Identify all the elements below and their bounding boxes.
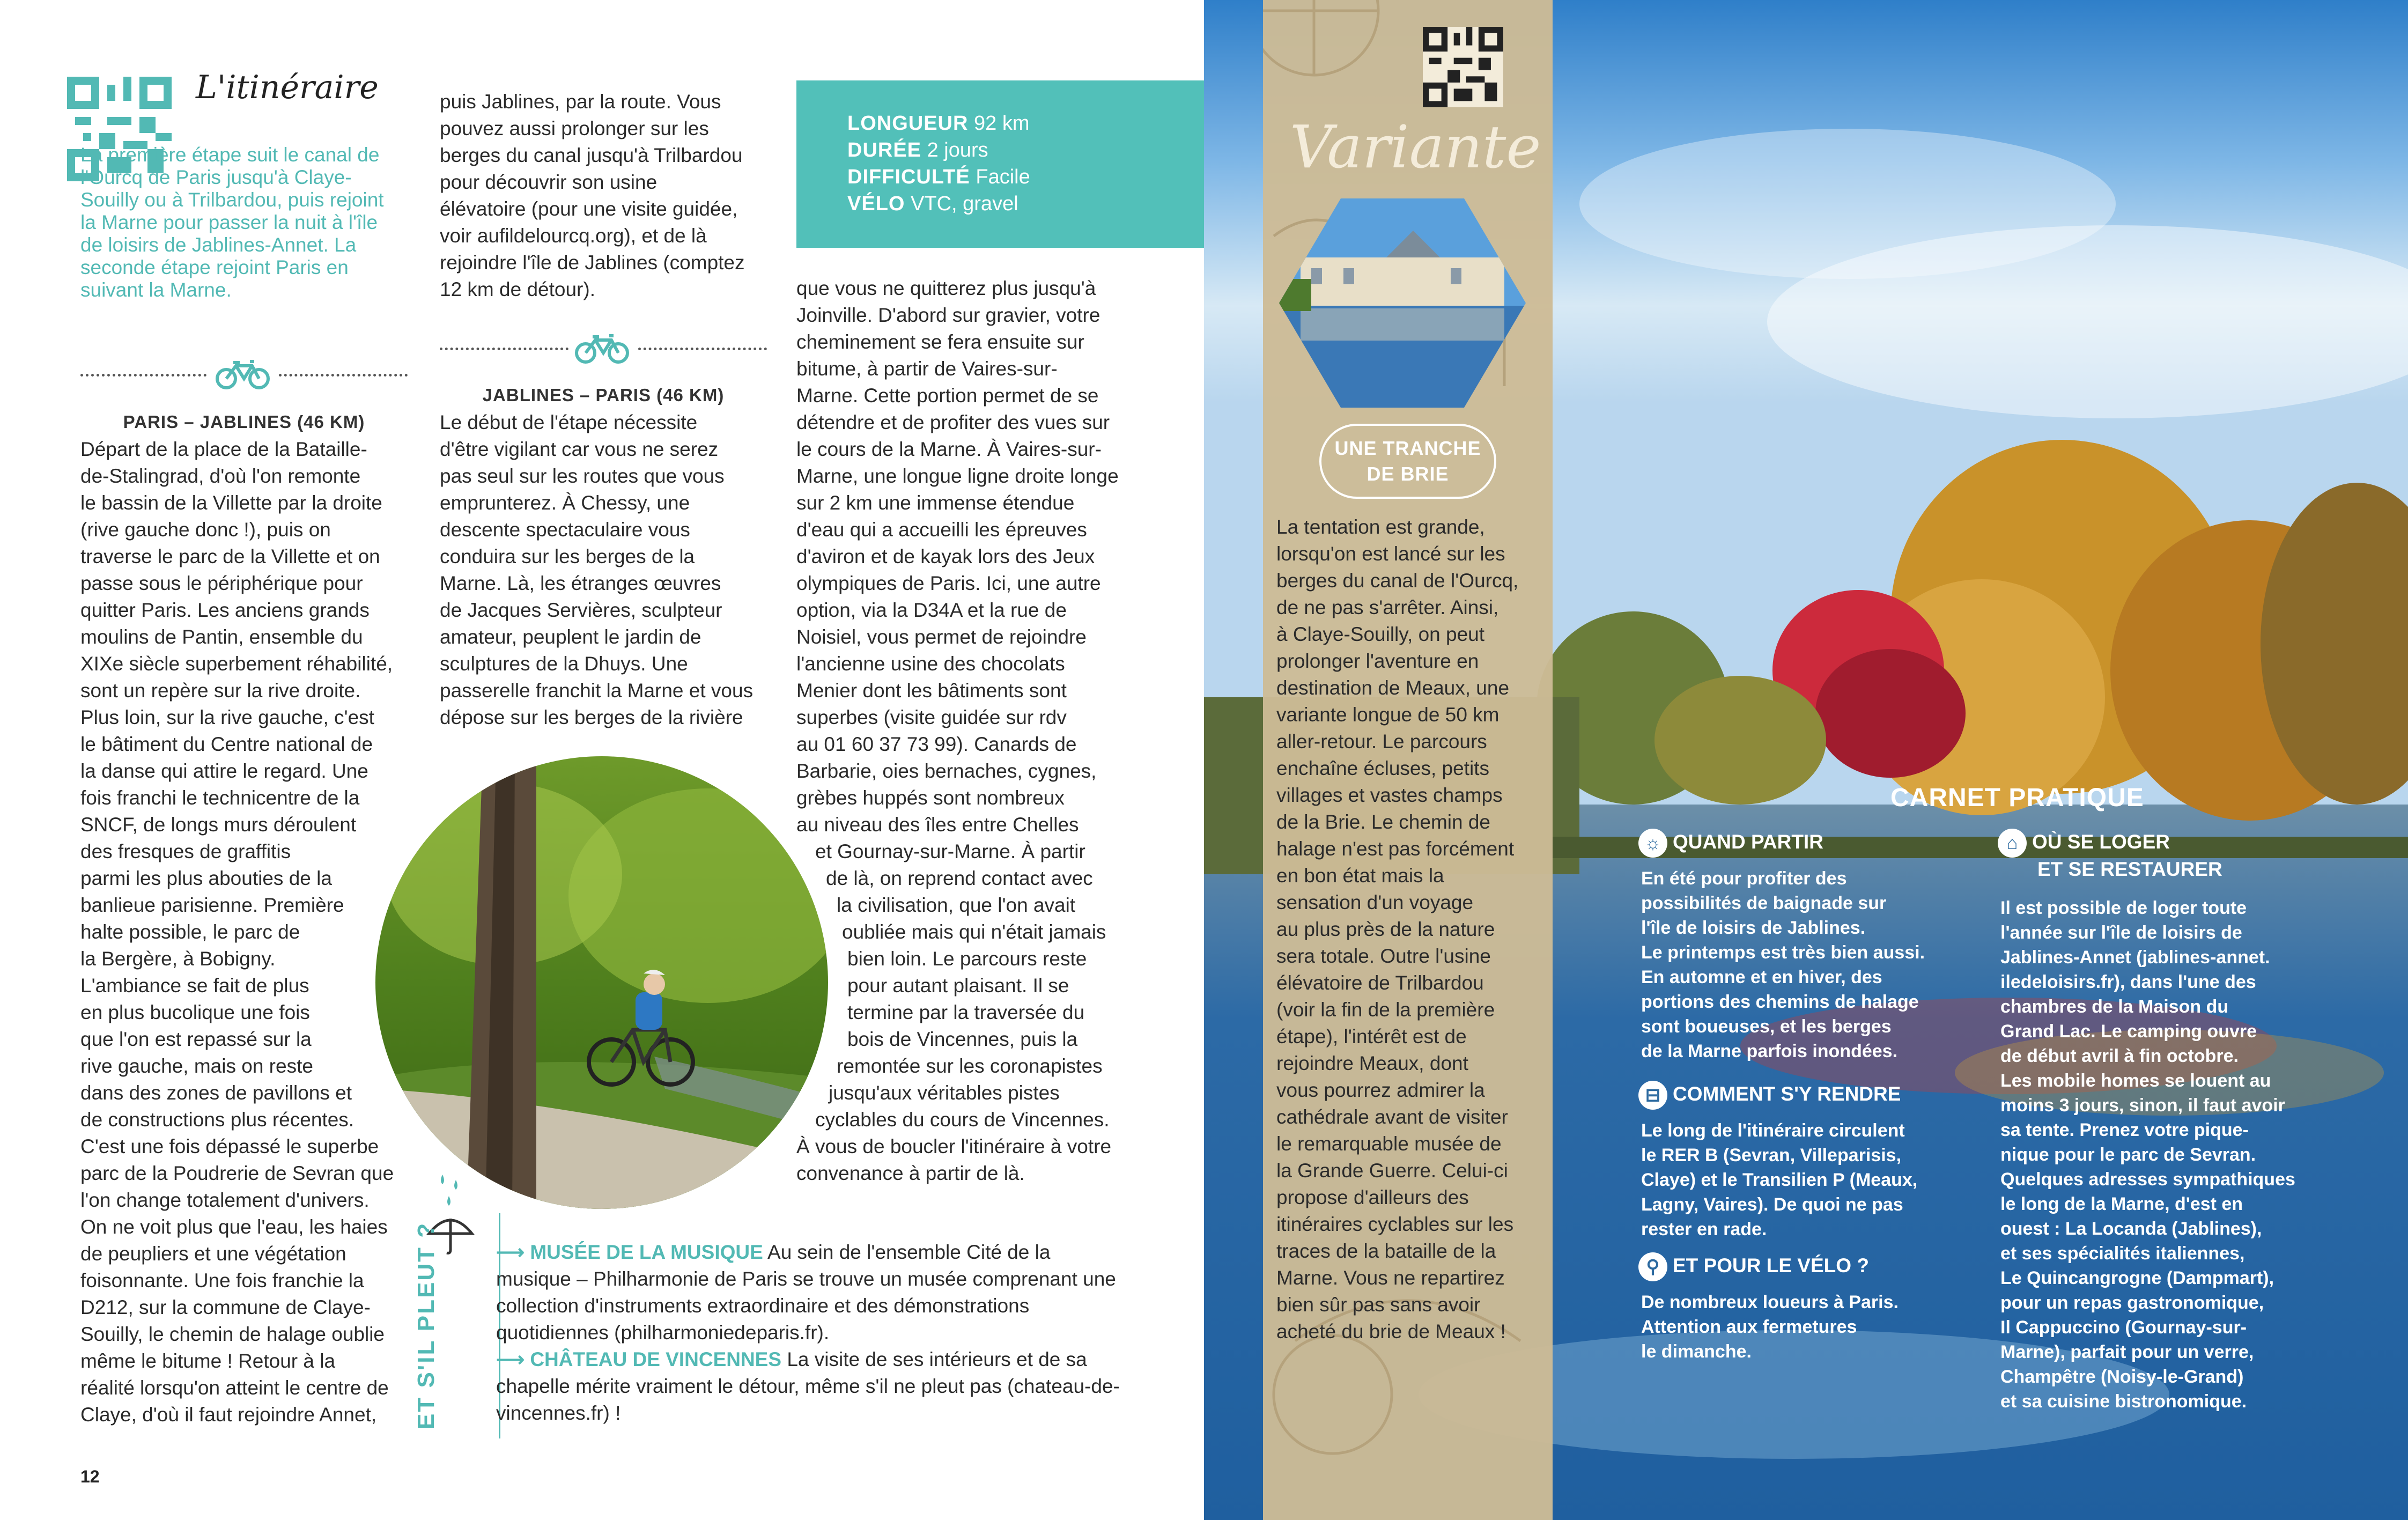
bike-heading [1638, 1252, 1869, 1281]
text-line: traces de la bataille de la [1276, 1240, 1496, 1262]
text-line: propose d'ailleurs des [1276, 1186, 1469, 1208]
text-line: oubliée mais qui n'était jamais [842, 921, 1106, 943]
text-line: 12 km de détour). [440, 278, 595, 300]
column-3-text [796, 275, 1140, 1187]
sun-icon: ☼ [1638, 829, 1667, 858]
bicycle-icon [574, 333, 630, 365]
text-line: d'être vigilant car vous ne serez [440, 438, 719, 460]
text-line: parmi les plus abouties de la [80, 867, 332, 889]
how-title: COMMENT S'Y RENDRE [1673, 1082, 1901, 1105]
text-line: le dimanche. [1641, 1341, 1752, 1362]
text-line: le remarquable musée de [1276, 1133, 1502, 1155]
text-line: Souilly, le chemin de halage oublie [80, 1323, 385, 1345]
text-line: de là, on reprend contact avec [826, 867, 1093, 889]
text-line: voir aufildelourcq.org), et de là [440, 225, 707, 247]
text-line: puis Jablines, par la route. Vous [440, 91, 721, 113]
text-line: la danse qui attire le regard. Une [80, 760, 368, 782]
text-line: d'aviron et de kayak lors des Jeux [796, 545, 1095, 567]
text-line: Il Cappuccino (Gournay-sur- [2000, 1317, 2247, 1338]
brie-badge: UNE TRANCHE DE BRIE [1319, 424, 1496, 499]
length-value: 92 km [974, 112, 1030, 135]
rain-activities [496, 1239, 1129, 1427]
text-line: Il est possible de loger toute [2000, 898, 2247, 918]
text-line: le bassin de la Villette par la droite [80, 492, 382, 514]
text-line: l'île de loisirs de Jablines. [1641, 918, 1866, 938]
when-title: QUAND PARTIR [1673, 830, 1823, 853]
text-line: superbes (visite guidée sur rdv [796, 706, 1067, 728]
text-line: aller-retour. Le parcours [1276, 731, 1487, 752]
text-line: que vous ne quitterez plus jusqu'à [796, 277, 1096, 299]
divider [440, 348, 568, 350]
stay-title-1: OÙ SE LOGER [2032, 830, 2170, 853]
text-line: Claye) et le Transilien P (Meaux, [1641, 1170, 1918, 1190]
text-line: Jablines-Annet (jablines-annet. [2000, 947, 2270, 968]
text-line: SNCF, de longs murs déroulent [80, 814, 357, 836]
text-line: de la Marne parfois inondées. [1641, 1041, 1898, 1061]
text-line: L'ambiance se fait de plus [80, 975, 309, 997]
text-line: cheminement se fera ensuite sur [796, 331, 1084, 353]
duration-value: 2 jours [927, 139, 988, 161]
text-line: de peupliers et une végétation [80, 1243, 346, 1265]
text-line: détendre et de profiter des vues sur [796, 411, 1110, 433]
text-line: Les mobile homes se louent au [2000, 1071, 2271, 1091]
text-line: cyclables du cours de Vincennes. [815, 1109, 1110, 1131]
text-line: emprunterez. À Chessy, une [440, 492, 690, 514]
text-line: Grand Lac. Le camping ouvre [2000, 1021, 2257, 1042]
text-line: Marne. Là, les étranges œuvres [440, 572, 721, 594]
text-line: dépose sur les berges de la rivière [440, 706, 743, 728]
text-line: l'ancienne usine des chocolats [796, 653, 1065, 675]
difficulty-label: DIFFICULTÉ [847, 166, 970, 188]
text-line: descente spectaculaire vous [440, 519, 690, 541]
text-line: bitume, à partir de Vaires-sur- [796, 358, 1058, 380]
text-line: sont boueuses, et les berges [1641, 1016, 1892, 1037]
stay-text [2000, 896, 2344, 1414]
house-icon: ⌂ [1998, 829, 2027, 858]
text-line: enchaîne écluses, petits [1276, 757, 1489, 779]
qr-code-icon [1423, 27, 1503, 107]
arrow-icon: ⟶ [496, 1241, 530, 1263]
text-line: élévatoire de Trilbardou [1276, 972, 1484, 994]
text-line: prolonger l'aventure en [1276, 650, 1479, 672]
text-line: Barbarie, oies bernaches, cygnes, [796, 760, 1097, 782]
text-line: sculptures de la Dhuys. Une [440, 653, 688, 675]
text-line: remontée sur les coronapistes [837, 1055, 1103, 1077]
arrow-icon: ⟶ [496, 1348, 530, 1370]
stay-heading [1998, 829, 2222, 881]
text-line: lorsqu'on est lancé sur les [1276, 543, 1505, 565]
rain2-text: La visite de ses intérieurs et de sa chapelle mérite vraiment le détour, même s'il ne pleut pas (chateau-de-vincennes.fr) ! [496, 1348, 1120, 1424]
text-line: étape), l'intérêt est de [1276, 1025, 1467, 1047]
text-line: pas seul sur les routes que vous [440, 465, 725, 487]
text-line: portions des chemins de halage [1641, 992, 1919, 1012]
text-line: chambres de la Maison du [2000, 997, 2229, 1017]
bike-title: ET POUR LE VÉLO ? [1673, 1254, 1869, 1276]
divider [80, 374, 206, 377]
text-line: amateur, peuplent le jardin de [440, 626, 701, 648]
when-text [1641, 866, 1974, 1064]
text-line: bois de Vincennes, puis la [847, 1028, 1078, 1050]
text-line: passe sous le périphérique pour [80, 572, 363, 594]
bicycle-icon: ⚲ [1638, 1252, 1667, 1281]
text-line: olympiques de Paris. Ici, une autre [796, 572, 1101, 594]
variant-title: Variante [1290, 113, 1541, 181]
text-line: de-Stalingrad, d'où l'on remonte [80, 465, 361, 487]
text-line: rive gauche, mais on reste [80, 1055, 313, 1077]
text-line: la Bergère, à Bobigny. [80, 948, 276, 970]
text-line: rejoindre Meaux, dont [1276, 1052, 1468, 1074]
text-line: Marne, une longue ligne droite longe [796, 465, 1119, 487]
column-1-text [80, 436, 413, 1428]
text-line: le long de la Marne, d'est en [2000, 1194, 2243, 1214]
text-line: et sa cuisine bistronomique. [2000, 1391, 2247, 1412]
text-line: de ne pas s'arrêter. Ainsi, [1276, 596, 1499, 618]
text-line: On ne voit plus que l'eau, les haies [80, 1216, 388, 1238]
text-line: La tentation est grande, [1276, 516, 1485, 538]
text-line: Champêtre (Noisy-le-Grand) [2000, 1367, 2244, 1387]
text-line: même le bitume ! Retour à la [80, 1350, 336, 1372]
length-label: LONGUEUR [847, 112, 969, 135]
text-line: berges du canal de l'Ourcq, [1276, 570, 1519, 592]
text-line: C'est une fois dépassé le superbe [80, 1135, 379, 1157]
page-number: 12 [80, 1467, 100, 1486]
text-line: banlieue parisienne. Première [80, 894, 344, 916]
text-line: sur 2 km une immense étendue [796, 492, 1075, 514]
text-line: Noisiel, vous permet de rejoindre [796, 626, 1087, 648]
bicycle-icon [215, 358, 271, 390]
text-line: élévatoire (pour une visite guidée, [440, 198, 738, 220]
bike-type-label: VÉLO [847, 193, 905, 215]
text-line: pour un repas gastronomique, [2000, 1293, 2264, 1313]
text-line: dans des zones de pavillons et [80, 1082, 352, 1104]
when-heading [1638, 829, 1823, 858]
text-line: ouest : La Locanda (Jablines), [2000, 1219, 2262, 1239]
text-line: option, via la D34A et la rue de [796, 599, 1067, 621]
text-line: De nombreux loueurs à Paris. [1641, 1292, 1899, 1312]
text-line: à Claye-Souilly, on peut [1276, 623, 1485, 645]
text-line: de la Brie. Le chemin de [1276, 811, 1491, 833]
text-line: le RER B (Sevran, Villeparisis, [1641, 1145, 1902, 1165]
text-line: bien loin. Le parcours reste [847, 948, 1087, 970]
text-line: jusqu'aux véritables pistes [829, 1082, 1060, 1104]
text-line: rester en rade. [1641, 1219, 1767, 1239]
text-line: la Grande Guerre. Celui-ci [1276, 1160, 1508, 1182]
how-text [1641, 1118, 1974, 1242]
meaux-riverside-photo [1279, 198, 1526, 408]
text-line: en plus bucolique une fois [80, 1001, 310, 1023]
text-line: pour autant plaisant. Il se [847, 975, 1069, 997]
text-line: Lagny, Vaires). De quoi ne pas [1641, 1194, 1903, 1215]
text-line: acheté du brie de Meaux ! [1276, 1320, 1506, 1342]
text-line: itinéraires cyclables sur les [1276, 1213, 1514, 1235]
text-line: Plus loin, sur la rive gauche, c'est [80, 706, 374, 728]
text-line: au plus près de la nature [1276, 918, 1495, 940]
text-line: vous pourrez admirer la [1276, 1079, 1485, 1101]
text-line: le cours de la Marne. À Vaires-sur- [796, 438, 1102, 460]
text-line: foisonnante. Une fois franchie la [80, 1270, 364, 1292]
text-line: halage n'est pas forcément [1276, 838, 1515, 860]
text-line: À vous de boucler l'itinéraire à votre [796, 1135, 1112, 1157]
text-line: villages et vastes champs [1276, 784, 1503, 806]
text-line: (rive gauche donc !), puis on [80, 519, 331, 541]
text-line: au 01 60 37 73 99). Canards de [796, 733, 1077, 755]
text-line: grèbes huppés sont nombreux [796, 787, 1065, 809]
rain1-title: MUSÉE DE LA MUSIQUE [530, 1241, 763, 1263]
section-title-paris-jablines: PARIS – JABLINES (46 KM) [123, 412, 365, 432]
text-line: variante longue de 50 km [1276, 704, 1500, 726]
text-line: sera totale. Outre l'usine [1276, 945, 1491, 967]
itinerary-intro: La première étape suit le canal de l'Ourcq de Paris jusqu'à Claye-Souilly ou à Trilbardou, puis rejoint la Marne pour passer la nuit à l'île de loisirs de Jablines-Annet. La seconde étape rejoint Paris en suivant la Marne. [80, 144, 384, 301]
text-line: l'on change totalement d'univers. [80, 1189, 370, 1211]
text-line: Menier dont les bâtiments sont [796, 680, 1067, 702]
divider [638, 348, 767, 350]
duration-label: DURÉE [847, 139, 922, 161]
text-line: bien sûr pas sans avoir [1276, 1294, 1481, 1316]
text-line: convenance à partir de là. [796, 1162, 1025, 1184]
rain1-text: Au sein de l'ensemble Cité de la musique – Philharmonie de Paris se trouve un musée comprenant une collection d'instruments extraordinaire et des démonstrations quotidiennes (philharmoniedeparis.fr). [496, 1241, 1116, 1344]
text-line: Claye, d'où il faut rejoindre Annet, [80, 1404, 377, 1426]
text-line: Le Quincangrogne (Dampmart), [2000, 1268, 2274, 1288]
text-line: Attention aux fermetures [1641, 1317, 1857, 1337]
text-line: la civilisation, que l'on avait [837, 894, 1076, 916]
itinerary-title: L'itinéraire [196, 69, 379, 106]
text-line: sa tente. Prenez votre pique- [2000, 1120, 2249, 1140]
column-2-text [440, 409, 772, 731]
text-line: (voir la fin de la première [1276, 999, 1495, 1021]
text-line: parc de la Poudrerie de Sevran que [80, 1162, 394, 1184]
text-line: moulins de Pantin, ensemble du [80, 626, 363, 648]
train-icon: ⊟ [1638, 1081, 1667, 1110]
text-line: destination de Meaux, une [1276, 677, 1510, 699]
rain2-title: CHÂTEAU DE VINCENNES [530, 1348, 782, 1370]
section-title-jablines-paris: JABLINES – PARIS (46 KM) [482, 385, 725, 405]
text-line: de Jacques Servières, sculpteur [440, 599, 722, 621]
text-line: en bon état mais la [1276, 865, 1444, 887]
text-line: Marne. Vous ne repartirez [1276, 1267, 1505, 1289]
bike-type-value: VTC, gravel [911, 193, 1018, 215]
text-line: rejoindre l'île de Jablines (comptez [440, 252, 745, 274]
text-line: et Gournay-sur-Marne. À partir [815, 840, 1085, 862]
text-line: nique pour le parc de Sevran. [2000, 1145, 2256, 1165]
text-line: que l'on est repassé sur la [80, 1028, 312, 1050]
text-line: possibilités de baignade sur [1641, 893, 1887, 913]
text-line: pouvez aussi prolonger sur les [440, 117, 709, 139]
text-line: Quelques adresses sympathiques [2000, 1169, 2295, 1190]
column-2-top-text [440, 88, 772, 303]
text-line: halte possible, le parc de [80, 921, 300, 943]
text-line: moins 3 jours, sinon, il faut avoir [2000, 1095, 2285, 1116]
text-line: de début avril à fin octobre. [2000, 1046, 2239, 1066]
text-line: Départ de la place de la Bataille- [80, 438, 367, 460]
text-line: termine par la traversée du [847, 1001, 1085, 1023]
carnet-title: CARNET PRATIQUE [1890, 784, 2144, 812]
text-line: passerelle franchit la Marne et vous [440, 680, 754, 702]
text-line: quitter Paris. Les anciens grands [80, 599, 370, 621]
text-line: XIXe siècle superbement réhabilité, [80, 653, 393, 675]
text-line: traverse le parc de la Villette et on [80, 545, 380, 567]
text-line: cathédrale avant de visiter [1276, 1106, 1508, 1128]
text-line: Le printemps est très bien aussi. [1641, 942, 1925, 963]
text-line: En automne et en hiver, des [1641, 967, 1882, 987]
text-line: conduira sur les berges de la [440, 545, 695, 567]
difficulty-value: Facile [976, 166, 1030, 188]
bike-text [1641, 1290, 1974, 1364]
text-line: berges du canal jusqu'à Trilbardou [440, 144, 743, 166]
text-line: de constructions plus récentes. [80, 1109, 354, 1131]
text-line: le bâtiment du Centre national de [80, 733, 373, 755]
text-line: réalité lorsqu'on atteint le centre de [80, 1377, 389, 1399]
text-line: fois franchi le technicentre de la [80, 787, 360, 809]
variant-text [1276, 514, 1545, 1345]
route-info-box [796, 80, 1204, 248]
stay-title-2: ET SE RESTAURER [2037, 858, 2222, 880]
rain-section-label: ET S'IL PLEUT ? [413, 1221, 439, 1429]
text-line: au niveau des îles entre Chelles [796, 814, 1079, 836]
text-line: Marne), parfait pour un verre, [2000, 1342, 2254, 1362]
text-line: l'année sur l'île de loisirs de [2000, 923, 2242, 943]
cyclist-photo [375, 756, 829, 1209]
text-line: Le début de l'étape nécessite [440, 411, 698, 433]
text-line: Marne. Cette portion permet de se [796, 385, 1099, 407]
text-line: des fresques de graffitis [80, 840, 291, 862]
text-line: d'eau qui a accueilli les épreuves [796, 519, 1087, 541]
divider [279, 374, 408, 377]
text-line: Joinville. D'abord sur gravier, votre [796, 304, 1100, 326]
text-line: sensation d'un voyage [1276, 891, 1474, 913]
text-line: En été pour profiter des [1641, 868, 1847, 889]
text-line: et ses spécialités italiennes, [2000, 1243, 2245, 1264]
text-line: D212, sur la commune de Claye- [80, 1296, 371, 1318]
text-line: pour découvrir son usine [440, 171, 658, 193]
text-line: Le long de l'itinéraire circulent [1641, 1120, 1905, 1141]
right-page [1204, 0, 2408, 1520]
text-line: iledeloisirs.fr), dans l'une des [2000, 972, 2256, 992]
how-heading [1638, 1081, 1901, 1110]
text-line: sont un repère sur la rive droite. [80, 680, 361, 702]
